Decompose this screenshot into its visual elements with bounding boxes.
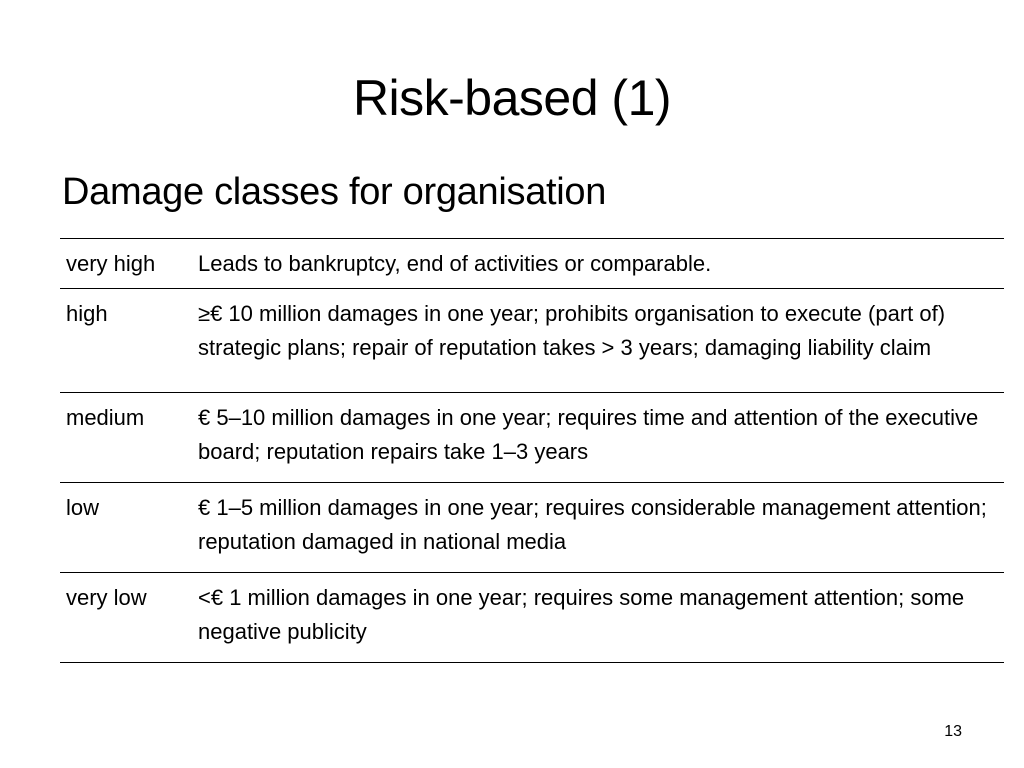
- slide-title: Risk-based (1): [352, 70, 672, 126]
- table-row: [60, 573, 1004, 663]
- damage-class-cell: low: [66, 495, 100, 520]
- table-row: [60, 393, 1004, 483]
- damage-description-cell: € 5–10 million damages in one year; requires time and attention of the executive board; reputation repairs take 1–3 years: [198, 405, 979, 464]
- damage-description-cell: <€ 1 million damages in one year; requires some management attention; some negative publicity: [198, 585, 965, 644]
- damage-class-cell: medium: [66, 405, 145, 430]
- damage-class-cell: very low: [66, 585, 147, 610]
- table-row: [60, 289, 1004, 393]
- damage-classes-table: [60, 238, 1004, 663]
- damage-class-cell: very high: [66, 251, 156, 276]
- damage-description-cell: Leads to bankruptcy, end of activities or comparable.: [198, 251, 712, 276]
- damage-description-cell: ≥€ 10 million damages in one year; prohibits organisation to execute (part of) strategic plans; repair of reputation takes > 3 years; damaging liability claim: [198, 301, 946, 360]
- damage-class-cell: high: [66, 301, 108, 326]
- damage-description-cell: € 1–5 million damages in one year; requires considerable management attention; reputation damaged in national media: [198, 495, 987, 554]
- page-number: 13: [944, 723, 962, 740]
- table-row: [60, 239, 1004, 289]
- table-row: [60, 483, 1004, 573]
- slide-subtitle: Damage classes for organisation: [62, 171, 607, 213]
